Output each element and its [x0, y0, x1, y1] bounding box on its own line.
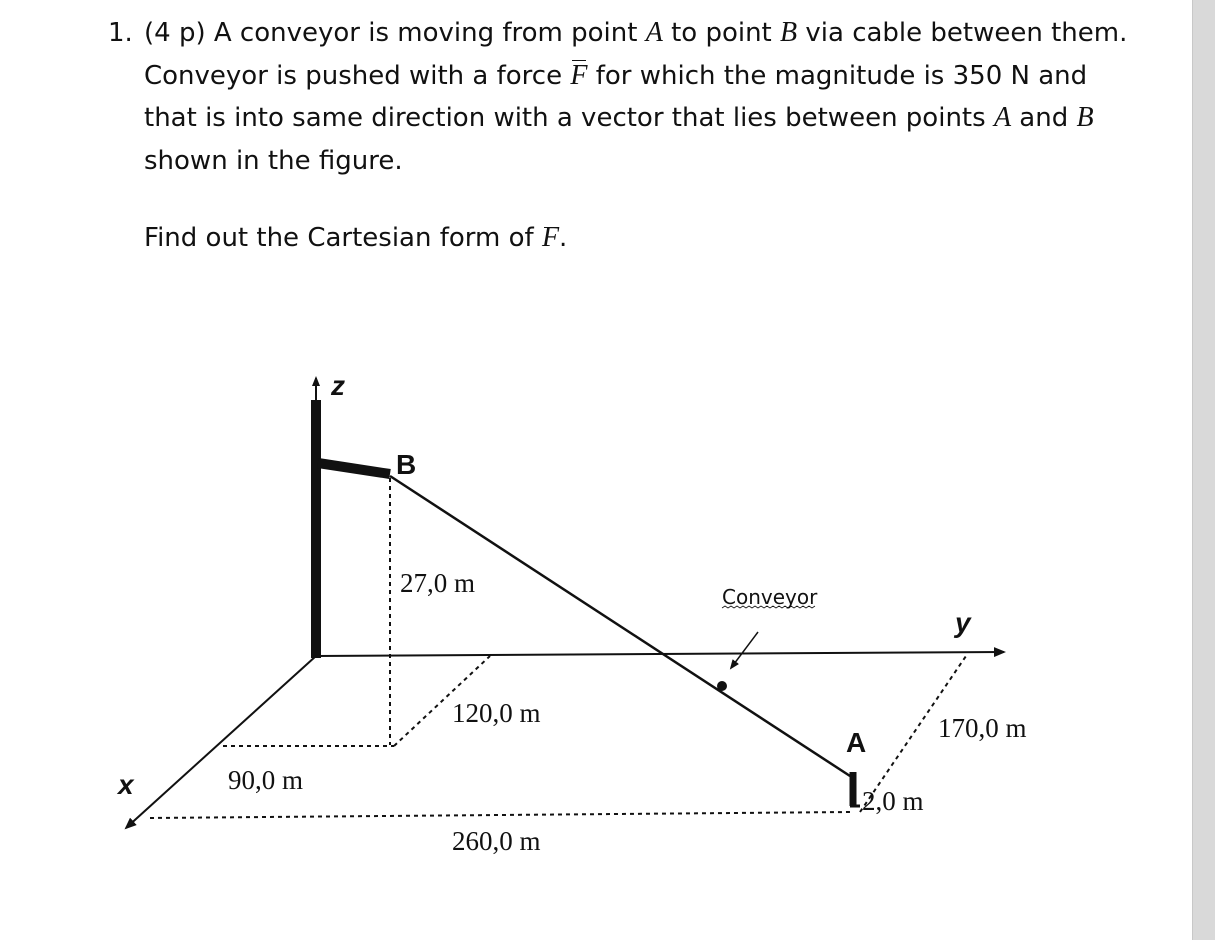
text-run: Find out the Cartesian form of: [144, 223, 542, 253]
dim-90: 90,0 m: [228, 765, 304, 795]
x-axis-line: [126, 656, 316, 828]
text-run: to point: [662, 18, 781, 48]
force-vector-symbol: F: [541, 222, 560, 253]
force-vector-symbol: F: [570, 55, 587, 98]
text-run: Conveyor is pushed with a force: [144, 60, 571, 91]
text-run: that is into same direction with a vector that lies between points: [144, 103, 994, 133]
dashed-front: [150, 812, 850, 818]
conveyor-dot: [717, 681, 727, 691]
point-a-symbol: A: [993, 102, 1012, 133]
text-run: (4 p) A conveyor is moving from point: [144, 18, 646, 48]
y-axis-label: y: [955, 607, 971, 638]
text-run: .: [559, 223, 568, 253]
text-run: and: [1011, 103, 1077, 133]
dim-height-b: 27,0 m: [400, 568, 476, 598]
x-axis-label: x: [118, 769, 134, 800]
text-run: via cable between them.: [797, 18, 1128, 48]
conveyor-label: Conveyor: [722, 585, 818, 609]
tower-arm: [318, 463, 390, 474]
point-b-symbol: B: [780, 17, 798, 48]
dim-260: 260,0 m: [452, 826, 541, 856]
text-run: for which the magnitude is 350 N and: [587, 60, 1088, 91]
point-a-symbol: A: [645, 17, 663, 48]
point-b-label: B: [396, 449, 417, 480]
conveyor-pointer-arrow: [731, 632, 758, 668]
dim-120: 120,0 m: [452, 698, 541, 728]
dim-170: 170,0 m: [938, 713, 1027, 743]
problem-line-4: shown in the figure.: [144, 145, 403, 176]
point-a-label: A: [846, 727, 867, 758]
problem-number: 1.: [108, 18, 133, 48]
cable-line: [390, 476, 850, 776]
dim-height-a: 2,0 m: [862, 786, 924, 816]
point-b-symbol: B: [1076, 102, 1094, 133]
z-axis-label: z: [331, 370, 345, 401]
